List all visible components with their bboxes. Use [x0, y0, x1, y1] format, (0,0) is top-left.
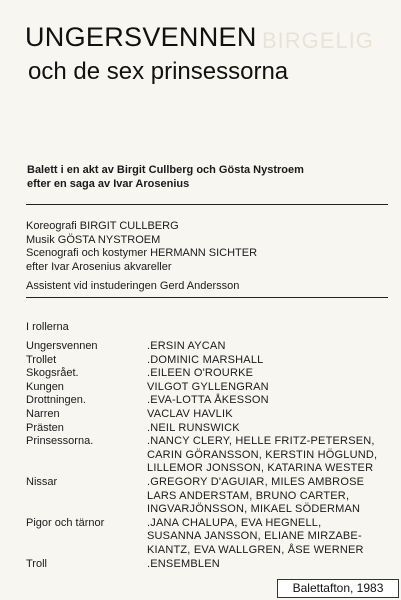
- role-name: Drottningen.: [26, 394, 86, 407]
- cast-row: [26, 394, 396, 408]
- performer-line: .EILEEN O'ROURKE: [147, 367, 254, 380]
- performer-line: INGVARJÖNSSON, MIKAEL SÖDERMAN: [147, 503, 361, 516]
- performer-list: [147, 558, 396, 572]
- cast-heading: I rollerna: [26, 321, 69, 333]
- performer-line: LARS ANDERSTAM, BRUNO CARTER,: [147, 489, 350, 502]
- performer-list: [147, 408, 396, 422]
- performer-line: VILGOT GYLLENGRAN: [147, 380, 269, 393]
- credits: [26, 220, 257, 294]
- ballet-description: [27, 163, 304, 191]
- divider: [26, 297, 388, 298]
- cast-list: [26, 340, 396, 571]
- cast-row: [26, 381, 396, 395]
- performer-line: VACLAV HAVLIK: [147, 407, 233, 420]
- performer-line: KIANTZ, EVA WALLGREN, ÅSE WERNER: [147, 543, 364, 556]
- performer-list: [147, 367, 396, 381]
- image-caption: Balettafton, 1983: [277, 579, 399, 598]
- cast-row: [26, 435, 396, 476]
- credit-line: Musik GÖSTA NYSTROEM: [26, 233, 161, 246]
- performer-list: [147, 422, 396, 436]
- cast-row: [26, 422, 396, 436]
- page-subtitle: och de sex prinsessorna: [28, 58, 289, 85]
- performer-line: .JANA CHALUPA, EVA HEGNELL,: [147, 516, 322, 529]
- performer-line: CARIN GÖRANSSON, KERSTIN HÖGLUND,: [147, 448, 378, 461]
- performer-list: [147, 476, 396, 517]
- cast-row: [26, 340, 396, 354]
- credit-line: Scenografi och kostymer HERMANN SICHTER: [26, 247, 258, 260]
- role-name: Nissar: [26, 475, 58, 488]
- role-name: Kungen: [26, 380, 64, 393]
- performer-list: [147, 340, 396, 354]
- role-name: Narren: [26, 407, 60, 420]
- cast-row: [26, 476, 396, 517]
- cast-row: [26, 367, 396, 381]
- divider: [26, 204, 388, 205]
- cast-row: [26, 517, 396, 558]
- performer-list: [147, 435, 396, 476]
- cast-row: [26, 354, 396, 368]
- credit-line: Koreografi BIRGIT CULLBERG: [26, 220, 179, 232]
- performer-line: .EVA-LOTTA ÅKESSON: [147, 394, 269, 407]
- performer-line: .NANCY CLERY, HELLE FRITZ-PETERSEN,: [147, 435, 375, 448]
- performer-line: SUSANNA JANSSON, ELIANE MIRZABE-: [147, 530, 362, 543]
- role-name: Ungersvennen: [26, 340, 98, 352]
- role-name: Troll: [26, 557, 47, 570]
- role-name: Trollet: [26, 353, 57, 366]
- performer-list: [147, 394, 396, 408]
- role-name: Pigor och tärnor: [26, 516, 105, 529]
- performer-line: .NEIL RUNSWICK: [147, 421, 240, 434]
- role-name: Prinsessorna.: [26, 435, 94, 448]
- performer-line: .DOMINIC MARSHALL: [147, 353, 264, 366]
- cast-row: [26, 408, 396, 422]
- show-through-text: BIRGELIG: [262, 28, 374, 53]
- role-name: Prästen: [26, 421, 64, 434]
- performer-line: .GREGORY D'AGUIAR, MILES AMBROSE: [147, 475, 365, 488]
- role-name: Skogsrået.: [26, 367, 79, 380]
- performer-line: LILLEMOR JONSSON, KATARINA WESTER: [147, 462, 374, 475]
- performer-line: .ENSEMBLEN: [147, 557, 220, 570]
- performer-line: .ERSIN AYCAN: [147, 340, 226, 352]
- description-line: Balett i en akt av Birgit Cullberg och Gösta Nystroem: [27, 164, 304, 176]
- description-line: efter en saga av Ivar Arosenius: [27, 178, 190, 190]
- page-title: UNGERSVENNEN: [25, 22, 257, 52]
- assistant-line: Assistent vid instuderingen Gerd Andersson: [26, 280, 240, 293]
- credit-line: efter Ivar Arosenius akvareller: [26, 260, 172, 273]
- performer-list: [147, 354, 396, 368]
- performer-list: [147, 381, 396, 395]
- cast-row: [26, 558, 396, 572]
- performer-list: [147, 517, 396, 558]
